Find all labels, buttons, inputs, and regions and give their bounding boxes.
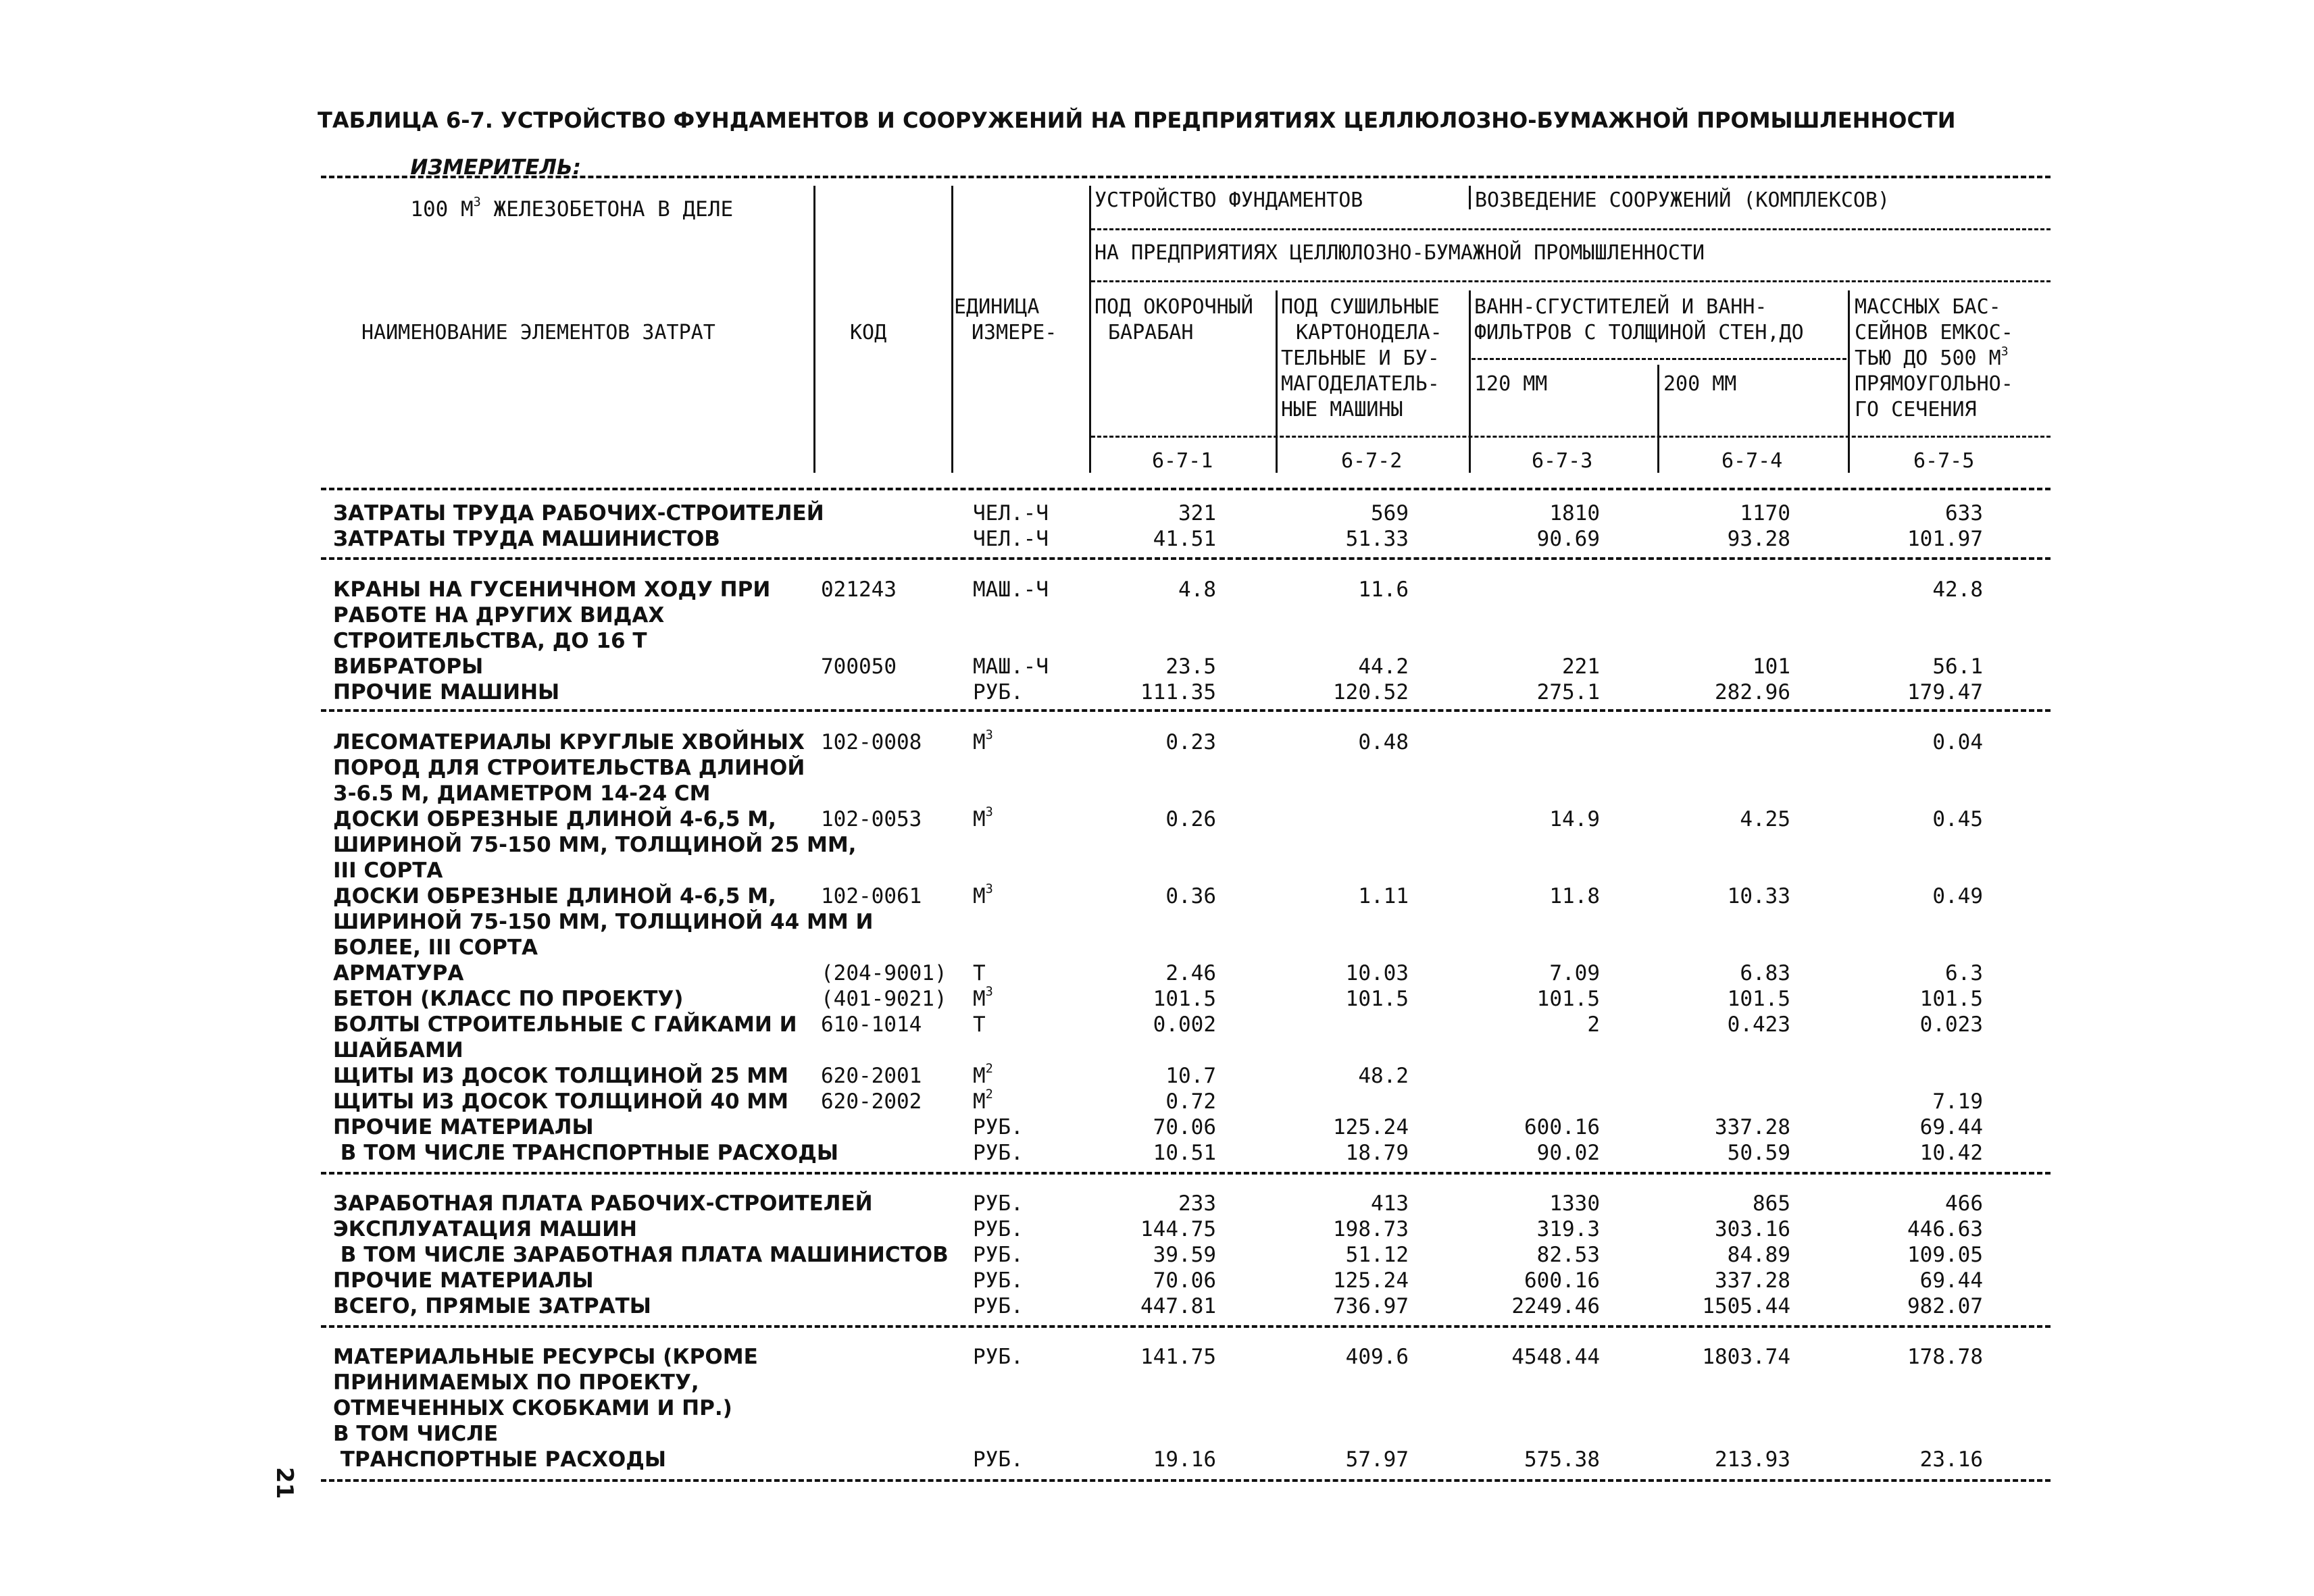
header-group-b: ВОЗВЕДЕНИЕ СООРУЖЕНИЙ (КОМПЛЕКСОВ) [1475,188,1890,212]
row-unit: РУБ. [973,1268,1024,1293]
row-value-2: 10.03 [1345,961,1409,985]
row-code: (204-9001) [821,961,947,985]
header-c1-l1: ПОД ОКОРОЧНЫЙ [1095,295,1253,319]
row-unit: РУБ. [973,1217,1024,1241]
header-rule-c34 [1472,358,1846,360]
row-value-2: 198.73 [1333,1217,1409,1241]
header-divider-c3 [1469,290,1471,473]
row-name: ЭКСПЛУАТАЦИЯ МАШИН [333,1217,637,1241]
row-name: ДОСКИ ОБРЕЗНЫЕ ДЛИНОЙ 4-6,5 М, [333,884,776,908]
row-value-4: 93.28 [1727,527,1790,551]
row-name: БЕТОН (КЛАСС ПО ПРОЕКТУ) [333,987,684,1011]
row-value-5: 23.16 [1919,1447,1983,1472]
row-name: ПОРОД ДЛЯ СТРОИТЕЛЬСТВА ДЛИНОЙ [333,756,805,780]
row-value-5: 42.8 [1932,577,1983,602]
row-name: ОТМЕЧЕННЫХ СКОБКАМИ И ПР.) [333,1396,732,1420]
row-value-1: 141.75 [1140,1345,1216,1369]
header-c2-l5: НЫЕ МАШИНЫ [1281,398,1403,421]
row-value-5: 0.45 [1932,807,1983,831]
header-c34-l1: ВАНН-СГУСТИТЕЛЕЙ И ВАНН- [1474,295,1767,319]
row-value-5: 6.3 [1945,961,1983,985]
row-unit: $М^2$ [973,1087,993,1114]
row-value-3: 221 [1562,654,1600,679]
row-value-4: 0.423 [1727,1012,1790,1037]
row-value-5: 101.5 [1919,987,1983,1011]
row-value-2: 125.24 [1333,1115,1409,1139]
row-value-5: 10.42 [1919,1141,1983,1165]
row-value-5: 0.04 [1932,730,1983,754]
row-value-4: 1170 [1740,501,1790,525]
row-value-4: 101.5 [1727,987,1790,1011]
row-code: 700050 [821,654,897,679]
row-value-1: 4.8 [1178,577,1216,602]
row-unit: $М^3$ [973,805,993,831]
row-code: 610-1014 [821,1012,922,1037]
row-name: СТРОИТЕЛЬСТВА, ДО 16 Т [333,629,647,653]
row-value-4: 50.59 [1727,1141,1790,1165]
row-value-1: 447.81 [1140,1294,1216,1318]
row-value-1: 0.26 [1165,807,1216,831]
row-name: ЛЕСОМАТЕРИАЛЫ КРУГЛЫЕ ХВОЙНЫХ [333,730,805,754]
row-value-2: 736.97 [1333,1294,1409,1318]
row-value-1: 321 [1178,501,1216,525]
row-unit: $М^2$ [973,1062,993,1088]
row-value-4: 101 [1753,654,1790,679]
row-value-3: 7.09 [1549,961,1600,985]
header-c5-l5: ГО СЕЧЕНИЯ [1855,398,1977,421]
row-name: РАБОТЕ НА ДРУГИХ ВИДАХ [333,603,665,627]
row-name: ШИРИНОЙ 75-150 ММ, ТОЛЩИНОЙ 25 ММ, [333,833,857,857]
header-c1-l2: БАРАБАН [1108,321,1194,344]
measure-label: ИЗМЕРИТЕЛЬ: [410,155,582,180]
row-value-3: 14.9 [1549,807,1600,831]
header-code-3: 6-7-3 [1532,449,1593,473]
row-unit: РУБ. [973,1345,1024,1369]
row-value-3: 600.16 [1524,1115,1600,1139]
row-value-2: 0.48 [1358,730,1409,754]
row-value-4: 10.33 [1727,884,1790,908]
row-value-2: 44.2 [1358,654,1409,679]
row-value-2: 1.11 [1358,884,1409,908]
row-code: 021243 [821,577,897,602]
row-code: 102-0053 [821,807,922,831]
measure-line [385,136,733,220]
header-top-rule [321,176,2051,178]
row-value-4: 4.25 [1740,807,1790,831]
row-value-2: 409.6 [1345,1345,1409,1369]
row-value-2: 101.5 [1345,987,1409,1011]
row-value-3: 275.1 [1536,680,1600,704]
row-code: 102-0061 [821,884,922,908]
section-rule [321,1325,2051,1328]
row-value-1: 144.75 [1140,1217,1216,1241]
row-unit: МАШ.-Ч [973,577,1049,602]
row-value-5: 982.07 [1907,1294,1983,1318]
row-value-2: 413 [1371,1191,1409,1216]
header-divider-c4 [1657,365,1659,473]
row-value-3: 82.53 [1536,1243,1600,1267]
header-c2-l3: ТЕЛЬНЫЕ И БУ- [1281,346,1440,370]
header-code: КОД [850,321,887,344]
row-unit: РУБ. [973,680,1024,704]
row-value-4: 1505.44 [1702,1294,1790,1318]
header-code-2: 6-7-2 [1341,449,1403,473]
row-value-4: 6.83 [1740,961,1790,985]
row-value-1: 233 [1178,1191,1216,1216]
header-c34-l2: ФИЛЬТРОВ С ТОЛЩИНОЙ СТЕН,ДО [1474,321,1804,344]
row-value-1: 70.06 [1153,1115,1216,1139]
header-name: НАИМЕНОВАНИЕ ЭЛЕМЕНТОВ ЗАТРАТ [361,321,715,344]
row-value-1: 10.51 [1153,1141,1216,1165]
row-value-4: 282.96 [1715,680,1790,704]
row-value-1: 0.72 [1165,1089,1216,1114]
header-bottom-rule [321,488,2051,490]
row-value-1: 70.06 [1153,1268,1216,1293]
row-name: В ТОМ ЧИСЛЕ ТРАНСПОРТНЫЕ РАСХОДЫ [333,1141,839,1165]
row-value-5: 109.05 [1907,1243,1983,1267]
header-code-4: 6-7-4 [1721,449,1783,473]
row-value-3: 90.02 [1536,1141,1600,1165]
header-c2-l4: МАГОДЕЛАТЕЛЬ- [1281,372,1440,396]
row-unit: Т [973,961,986,985]
row-value-4: 303.16 [1715,1217,1790,1241]
row-value-1: 0.23 [1165,730,1216,754]
row-name: ЩИТЫ ИЗ ДОСОК ТОЛЩИНОЙ 40 ММ [333,1089,789,1114]
header-divider-c2 [1276,290,1278,473]
row-value-5: 7.19 [1932,1089,1983,1114]
header-c2-l2: КАРТОНОДЕЛА- [1296,321,1442,344]
row-unit: $М^3$ [973,728,993,754]
row-name: ЗАТРАТЫ ТРУДА МАШИНИСТОВ [333,527,720,551]
row-value-2: 51.33 [1345,527,1409,551]
row-value-5: 69.44 [1919,1268,1983,1293]
row-name: ТРАНСПОРТНЫЕ РАСХОДЫ [333,1447,666,1472]
row-value-1: 19.16 [1153,1447,1216,1472]
row-value-5: 446.63 [1907,1217,1983,1241]
header-c2-l1: ПОД СУШИЛЬНЫЕ [1281,295,1440,319]
row-name: ЗАТРАТЫ ТРУДА РАБОЧИХ-СТРОИТЕЛЕЙ [333,501,824,525]
row-unit: ЧЕЛ.-Ч [973,527,1049,551]
header-divider-groupb [1469,186,1471,209]
row-value-2: 569 [1371,501,1409,525]
row-name: БОЛЕЕ, III СОРТА [333,935,538,960]
row-name: ПРИНИМАЕМЫХ ПО ПРОЕКТУ, [333,1370,699,1395]
row-unit: РУБ. [973,1141,1024,1165]
row-name: ВИБРАТОРЫ [333,654,484,679]
row-unit: РУБ. [973,1243,1024,1267]
row-value-4: 337.28 [1715,1115,1790,1139]
row-value-5: 69.44 [1919,1115,1983,1139]
row-code: 620-2002 [821,1089,922,1114]
header-code-1: 6-7-1 [1152,449,1213,473]
row-unit: $М^3$ [973,985,993,1011]
row-name: КРАНЫ НА ГУСЕНИЧНОМ ХОДУ ПРИ [333,577,771,602]
row-unit: РУБ. [973,1115,1024,1139]
row-name: 3-6.5 М, ДИАМЕТРОМ 14-24 СМ [333,781,711,806]
row-unit: Т [973,1012,986,1037]
row-value-2: 51.12 [1345,1243,1409,1267]
row-name: В ТОМ ЧИСЛЕ [333,1422,499,1446]
row-value-3: 1810 [1549,501,1600,525]
row-value-2: 125.24 [1333,1268,1409,1293]
row-unit: $М^3$ [973,882,993,908]
row-value-3: 4548.44 [1511,1345,1600,1369]
row-name: ЗАРАБОТНАЯ ПЛАТА РАБОЧИХ-СТРОИТЕЛЕЙ [333,1191,873,1216]
header-group-sub: НА ПРЕДПРИЯТИЯХ ЦЕЛЛЮЛОЗНО-БУМАЖНОЙ ПРОМЫШЛЕННОСТИ [1095,241,1705,265]
header-code-5: 6-7-5 [1913,449,1975,473]
row-value-3: 319.3 [1536,1217,1600,1241]
row-value-5: 466 [1945,1191,1983,1216]
section-rule [321,709,2051,712]
row-value-3: 90.69 [1536,527,1600,551]
row-name: ПРОЧИЕ МАТЕРИАЛЫ [333,1115,594,1139]
row-value-3: 2 [1587,1012,1600,1037]
row-value-3: 101.5 [1536,987,1600,1011]
row-name: ПРОЧИЕ МАШИНЫ [333,680,560,704]
row-value-5: 178.78 [1907,1345,1983,1369]
header-unit-2: ИЗМЕРЕ- [972,321,1057,344]
row-value-4: 84.89 [1727,1243,1790,1267]
row-name: БОЛТЫ СТРОИТЕЛЬНЫЕ С ГАЙКАМИ И [333,1012,797,1037]
row-name: ВСЕГО, ПРЯМЫЕ ЗАТРАТЫ [333,1294,651,1318]
header-rule-codes [1091,436,2051,438]
row-value-3: 1330 [1549,1191,1600,1216]
header-c4: 200 ММ [1663,372,1737,396]
section-rule [321,1172,2051,1175]
row-name: ШИРИНОЙ 75-150 ММ, ТОЛЩИНОЙ 44 ММ И [333,910,874,934]
row-unit: МАШ.-Ч [973,654,1049,679]
header-rule-2 [1091,280,2051,282]
row-value-1: 39.59 [1153,1243,1216,1267]
header-c3: 120 ММ [1474,372,1548,396]
row-value-2: 18.79 [1345,1141,1409,1165]
row-name: ПРОЧИЕ МАТЕРИАЛЫ [333,1268,594,1293]
row-name: ДОСКИ ОБРЕЗНЫЕ ДЛИНОЙ 4-6,5 М, [333,807,776,831]
page-number: 21 [271,1467,298,1499]
row-value-5: 633 [1945,501,1983,525]
row-value-4: 337.28 [1715,1268,1790,1293]
row-value-2: 120.52 [1333,680,1409,704]
header-group-a: УСТРОЙСТВО ФУНДАМЕНТОВ [1095,188,1363,212]
header-rule-1 [1091,228,2051,230]
row-name: ШАЙБАМИ [333,1038,463,1062]
row-value-3: 2249.46 [1511,1294,1600,1318]
header-c5-l3: ТЬЮ ДО 500 $М^3$ [1855,344,2009,370]
row-value-1: 2.46 [1165,961,1216,985]
row-value-5: 179.47 [1907,680,1983,704]
row-value-1: 0.002 [1153,1012,1216,1037]
row-value-5: 101.97 [1907,527,1983,551]
row-value-5: 0.023 [1919,1012,1983,1037]
header-c5-l4: ПРЯМОУГОЛЬНО- [1855,372,2013,396]
row-value-3: 11.8 [1549,884,1600,908]
row-code: 620-2001 [821,1064,922,1088]
row-value-4: 865 [1753,1191,1790,1216]
row-value-3: 600.16 [1524,1268,1600,1293]
header-divider-code [813,186,815,473]
row-value-1: 111.35 [1140,680,1216,704]
row-unit: РУБ. [973,1447,1024,1472]
table-title: ТАБЛИЦА 6-7. УСТРОЙСТВО ФУНДАМЕНТОВ И СООРУЖЕНИЙ НА ПРЕДПРИЯТИЯХ ЦЕЛЛЮЛОЗНО-БУМАЖНОЙ ПРОМЫШЛЕННОСТИ [318,107,1956,133]
measure-value: 100 $М^3$ ЖЕЛЕЗОБЕТОНА В ДЕЛЕ [410,195,734,222]
row-value-1: 41.51 [1153,527,1216,551]
row-name: В ТОМ ЧИСЛЕ ЗАРАБОТНАЯ ПЛАТА МАШИНИСТОВ [333,1243,949,1267]
header-divider-c5 [1848,290,1850,473]
row-value-4: 1803.74 [1702,1345,1790,1369]
header-divider-unit [951,186,953,473]
table-bottom-rule [321,1479,2051,1482]
row-value-2: 57.97 [1345,1447,1409,1472]
row-value-2: 11.6 [1358,577,1409,602]
row-unit: РУБ. [973,1294,1024,1318]
row-code: (401-9021) [821,987,947,1011]
header-c5-l1: МАССНЫХ БАС- [1855,295,2001,319]
header-unit-1: ЕДИНИЦА [954,295,1040,319]
row-unit: ЧЕЛ.-Ч [973,501,1049,525]
row-name: ЩИТЫ ИЗ ДОСОК ТОЛЩИНОЙ 25 ММ [333,1064,789,1088]
row-value-5: 0.49 [1932,884,1983,908]
row-value-1: 10.7 [1165,1064,1216,1088]
row-value-5: 56.1 [1932,654,1983,679]
row-name: III СОРТА [333,858,443,883]
row-name: АРМАТУРА [333,961,464,985]
section-rule [321,557,2051,560]
row-unit: РУБ. [973,1191,1024,1216]
header-c5-l2: СЕЙНОВ ЕМКОС- [1855,321,2013,344]
row-value-1: 101.5 [1153,987,1216,1011]
row-name: МАТЕРИАЛЬНЫЕ РЕСУРСЫ (КРОМЕ [333,1345,758,1369]
row-code: 102-0008 [821,730,922,754]
row-value-1: 23.5 [1165,654,1216,679]
row-value-4: 213.93 [1715,1447,1790,1472]
row-value-2: 48.2 [1358,1064,1409,1088]
row-value-3: 575.38 [1524,1447,1600,1472]
row-value-1: 0.36 [1165,884,1216,908]
